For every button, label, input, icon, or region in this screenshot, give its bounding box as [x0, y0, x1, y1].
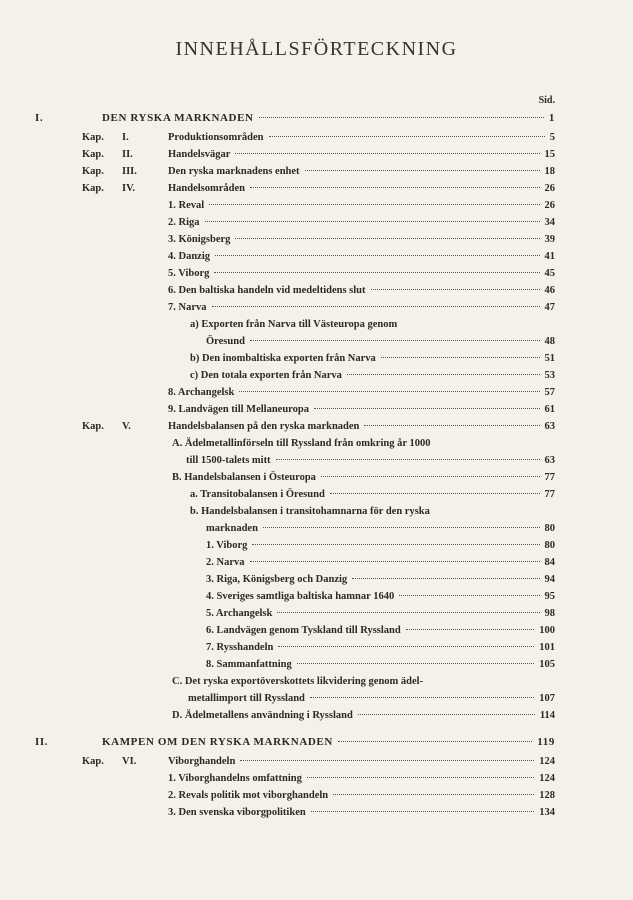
toc-entry	[0, 266, 633, 282]
entry-title: 4. Danzig	[168, 251, 210, 262]
toc-entry	[0, 487, 633, 503]
dot-leader	[239, 391, 539, 392]
page-number: 15	[544, 149, 555, 160]
page-number: 105	[539, 659, 555, 670]
entry-title: 1. Viborg	[206, 540, 248, 551]
chapter-number: I.	[35, 112, 44, 124]
toc-entry	[0, 300, 633, 316]
toc-entry	[0, 453, 633, 469]
toc-entry	[0, 771, 633, 787]
entry-title: 5. Archangelsk	[206, 608, 273, 619]
dot-leader	[305, 170, 540, 171]
dot-leader	[250, 561, 540, 562]
chapter-prefix: Kap.	[82, 132, 104, 143]
entry-title: 6. Landvägen genom Tyskland till Ryssland	[206, 625, 401, 636]
dot-leader	[364, 425, 539, 426]
toc-entry	[0, 657, 633, 673]
dot-leader	[347, 374, 540, 375]
dot-leader	[212, 306, 540, 307]
dot-leader	[250, 340, 540, 341]
dot-leader	[321, 476, 540, 477]
page-number: 80	[544, 523, 555, 534]
entry-title: 3. Riga, Königsberg och Danzig	[206, 574, 348, 585]
dot-leader	[371, 289, 540, 290]
toc-entry	[0, 317, 633, 333]
entry-title: Öresund	[206, 336, 245, 347]
dot-leader	[209, 204, 539, 205]
dot-leader	[278, 646, 534, 647]
toc-entry	[0, 521, 633, 537]
entry-title: b. Handelsbalansen i transitohamnarna för den ryska	[190, 506, 430, 517]
toc-entry	[0, 419, 633, 435]
entry-title: 8. Sammanfattning	[206, 659, 292, 670]
entry-title: till 1500-talets mitt	[186, 455, 271, 466]
dot-leader	[333, 794, 534, 795]
dot-leader	[381, 357, 540, 358]
page-number: 57	[544, 387, 555, 398]
toc-entry	[0, 555, 633, 571]
toc-entry	[0, 368, 633, 384]
toc-entry	[0, 147, 633, 163]
toc-entry	[0, 232, 633, 248]
page-number: 77	[544, 472, 555, 483]
toc-entry	[0, 708, 633, 724]
dot-leader	[240, 760, 534, 761]
entry-title: 9. Landvägen till Mellaneuropa	[168, 404, 309, 415]
toc-entry	[0, 436, 633, 452]
entry-title: D. Ädelmetallens användning i Ryssland	[172, 710, 353, 721]
toc-entry	[0, 674, 633, 690]
entry-title: 1. Viborghandelns omfattning	[168, 773, 302, 784]
entry-title: KAMPEN OM DEN RYSKA MARKNADEN	[102, 736, 333, 748]
entry-title: 3. Den svenska viborgpolitiken	[168, 807, 306, 818]
toc-entry	[0, 283, 633, 299]
page-title: INNEHÅLLSFÖRTECKNING	[175, 38, 458, 60]
dot-leader	[330, 493, 540, 494]
toc-entry	[0, 198, 633, 214]
page-number: 80	[544, 540, 555, 551]
page-number: 1	[548, 112, 555, 124]
entry-title: C. Det ryska exportöverskottets likvidering genom ädel-	[172, 676, 424, 687]
page-number: 45	[544, 268, 555, 279]
page-number: 94	[544, 574, 555, 585]
entry-title: A. Ädelmetallinförseln till Ryssland från omkring år 1000	[172, 438, 431, 449]
toc-entry	[0, 164, 633, 180]
page-number: 51	[544, 353, 555, 364]
dot-leader	[406, 629, 535, 630]
chapter-prefix: Kap.	[82, 756, 104, 767]
toc-entry	[0, 249, 633, 265]
page-number: 34	[544, 217, 555, 228]
entry-title: 7. Rysshandeln	[206, 642, 274, 653]
entry-title: a. Transitobalansen i Öresund	[190, 489, 325, 500]
dot-leader	[235, 153, 539, 154]
entry-title: 2. Narva	[206, 557, 245, 568]
toc-entry	[0, 734, 633, 750]
toc-entry	[0, 606, 633, 622]
dot-leader	[269, 136, 545, 137]
dot-leader	[358, 714, 535, 715]
page-number: 47	[544, 302, 555, 313]
dot-leader	[214, 272, 539, 273]
dot-leader	[338, 741, 532, 742]
page-number: 39	[544, 234, 555, 245]
page-number: 63	[544, 455, 555, 466]
toc-entry	[0, 504, 633, 520]
toc-entry	[0, 181, 633, 197]
chapter-prefix: Kap.	[82, 149, 104, 160]
entry-title: Handelsbalansen på den ryska marknaden	[168, 421, 360, 432]
dot-leader	[307, 777, 534, 778]
page-number: 41	[544, 251, 555, 262]
chapter-number: V.	[122, 421, 131, 432]
entry-title: Handelsområden	[168, 183, 246, 194]
page-number: 26	[544, 183, 555, 194]
dot-leader	[277, 612, 539, 613]
page-column-header: Sid.	[538, 95, 555, 106]
entry-title: c) Den totala exporten från Narva	[190, 370, 342, 381]
chapter-prefix: Kap.	[82, 166, 104, 177]
toc-entry	[0, 640, 633, 656]
toc-entry	[0, 788, 633, 804]
dot-leader	[311, 811, 535, 812]
page-number: 124	[539, 773, 555, 784]
dot-leader	[297, 663, 534, 664]
entry-title: marknaden	[206, 523, 258, 534]
dot-leader	[250, 187, 539, 188]
dot-leader	[215, 255, 540, 256]
chapter-number: III.	[122, 166, 137, 177]
chapter-number: II.	[122, 149, 133, 160]
dot-leader	[263, 527, 540, 528]
page-number: 63	[544, 421, 555, 432]
chapter-prefix: Kap.	[82, 421, 104, 432]
dot-leader	[235, 238, 539, 239]
dot-leader	[205, 221, 540, 222]
toc-entry	[0, 215, 633, 231]
toc-entry	[0, 754, 633, 770]
page-number: 124	[539, 756, 555, 767]
chapter-number: I.	[122, 132, 129, 143]
dot-leader	[252, 544, 539, 545]
toc-entry	[0, 110, 633, 126]
page-number: 61	[544, 404, 555, 415]
page-number: 101	[539, 642, 555, 653]
entry-title: B. Handelsbalansen i Östeuropa	[172, 472, 316, 483]
page-number: 5	[549, 132, 555, 143]
page-number: 84	[544, 557, 555, 568]
chapter-prefix: Kap.	[82, 183, 104, 194]
toc-entry	[0, 334, 633, 350]
page-number: 114	[539, 710, 555, 721]
page-number: 119	[537, 736, 555, 748]
entry-title: 2. Riga	[168, 217, 200, 228]
entry-title: 8. Archangelsk	[168, 387, 235, 398]
toc-entry	[0, 589, 633, 605]
entry-title: 7. Narva	[168, 302, 207, 313]
entry-title: DEN RYSKA MARKNADEN	[102, 112, 254, 124]
toc-entry	[0, 623, 633, 639]
dot-leader	[276, 459, 540, 460]
chapter-number: II.	[35, 736, 49, 748]
page-number: 95	[544, 591, 555, 602]
dot-leader	[259, 117, 544, 118]
dot-leader	[352, 578, 539, 579]
toc-entry	[0, 691, 633, 707]
entry-title: Handelsvägar	[168, 149, 231, 160]
page-number: 77	[544, 489, 555, 500]
dot-leader	[310, 697, 534, 698]
dot-leader	[314, 408, 540, 409]
toc-entry	[0, 130, 633, 146]
toc-entry	[0, 805, 633, 821]
entry-title: Produktionsområden	[168, 132, 264, 143]
entry-title: 6. Den baltiska handeln vid medeltidens slut	[168, 285, 366, 296]
entry-title: a) Exporten från Narva till Västeuropa genom	[190, 319, 398, 330]
entry-title: Den ryska marknadens enhet	[168, 166, 300, 177]
entry-title: 4. Sveriges samtliga baltiska hamnar 1640	[206, 591, 395, 602]
toc-entry	[0, 572, 633, 588]
dot-leader	[399, 595, 539, 596]
toc-entry	[0, 385, 633, 401]
toc-entry	[0, 351, 633, 367]
toc-entry	[0, 470, 633, 486]
entry-title: b) Den inombaltiska exporten från Narva	[190, 353, 376, 364]
entry-title: 3. Königsberg	[168, 234, 231, 245]
entry-title: Viborghandeln	[168, 756, 236, 767]
chapter-number: VI.	[122, 756, 137, 767]
toc-entry	[0, 538, 633, 554]
page-number: 48	[544, 336, 555, 347]
page-number: 134	[539, 807, 555, 818]
entry-title: 5. Viborg	[168, 268, 210, 279]
entry-title: metallimport till Ryssland	[188, 693, 305, 704]
entry-title: 1. Reval	[168, 200, 205, 211]
page-number: 128	[539, 790, 555, 801]
chapter-number: IV.	[122, 183, 135, 194]
entry-title: 2. Revals politik mot viborghandeln	[168, 790, 329, 801]
page-number: 26	[544, 200, 555, 211]
page-number: 100	[539, 625, 555, 636]
page-number: 46	[544, 285, 555, 296]
page-number: 98	[544, 608, 555, 619]
toc-entry	[0, 402, 633, 418]
page-number: 53	[544, 370, 555, 381]
page-number: 18	[544, 166, 555, 177]
page-number: 107	[539, 693, 555, 704]
